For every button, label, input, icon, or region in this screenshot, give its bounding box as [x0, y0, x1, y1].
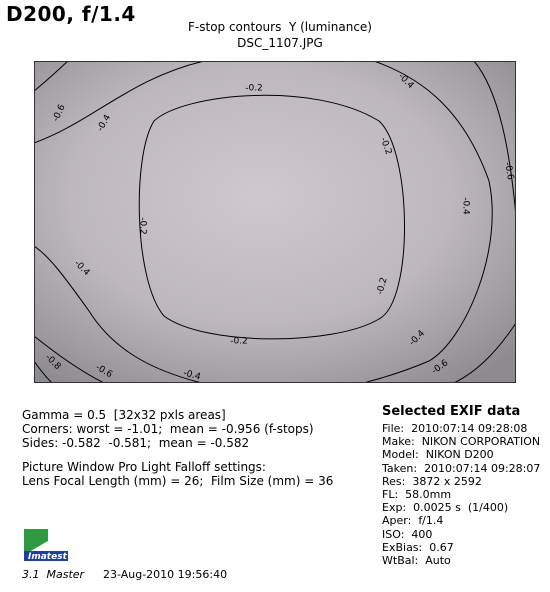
- logo-text: Imatest: [28, 552, 67, 562]
- plot-title: [130, 19, 430, 51]
- exif-row: [382, 501, 540, 514]
- exif-row: [382, 475, 540, 488]
- exif-key: File:: [382, 422, 412, 435]
- exif-row: [382, 541, 540, 554]
- pw-settings-values: Lens Focal Length (mm) = 26; Film Size (mm) = 36: [22, 474, 334, 488]
- exif-key: Taken:: [382, 461, 425, 475]
- contour-label: -0.6: [93, 362, 114, 381]
- contour-label: -0.6: [502, 161, 515, 181]
- contour-label: -0.2: [137, 217, 148, 235]
- run-date: 23-Aug-2010 19:56:40: [103, 568, 228, 581]
- exif-title: Selected EXIF data: [382, 404, 521, 419]
- plot-title-line-2: DSC_1107.JPG: [237, 36, 323, 50]
- exif-row: [382, 422, 540, 435]
- exif-value: 2010:07:14 09:28:08: [411, 422, 528, 435]
- exif-row: [382, 448, 540, 461]
- exif-value: NIKON CORPORATION: [421, 435, 541, 449]
- exif-key: Make:: [382, 435, 422, 449]
- exif-key: Res:: [382, 474, 413, 488]
- contour-label: -0.2: [230, 336, 248, 347]
- exif-key: Exp:: [382, 501, 414, 515]
- exif-row: [382, 528, 540, 541]
- exif-key: ISO:: [382, 527, 412, 541]
- contour-label: -0.6: [51, 103, 68, 124]
- exif-value: 58.0mm: [405, 488, 452, 502]
- exif-row: [382, 554, 540, 567]
- contour-label: -0.6: [430, 358, 451, 377]
- gamma-line: Gamma = 0.5 [32x32 pxls areas]: [22, 408, 226, 422]
- exif-key: ExBias:: [382, 540, 430, 554]
- exif-value: f/1.4: [418, 514, 444, 528]
- contour-label: -0.4: [460, 197, 471, 215]
- falloff-summary: [22, 408, 333, 488]
- contour-plot: [34, 61, 516, 383]
- pw-settings-title: Picture Window Pro Light Falloff settings:: [22, 460, 266, 474]
- exif-key: WtBal:: [382, 554, 426, 568]
- exif-value: 0.0025 s (1/400): [413, 501, 509, 515]
- exif-value: 3872 x 2592: [412, 474, 482, 488]
- contour-label: -0.4: [407, 328, 428, 349]
- exif-rows: [382, 422, 540, 567]
- contour-label: -0.4: [95, 113, 114, 134]
- exif-value: Auto: [425, 554, 451, 568]
- sides-line: Sides: -0.582 -0.581; mean = -0.582: [22, 436, 250, 450]
- plot-title-line-1: F-stop contours Y (luminance): [188, 20, 372, 34]
- exif-key: Model:: [382, 448, 426, 462]
- exif-key: FL:: [382, 488, 406, 502]
- luminance-field: [34, 61, 516, 383]
- exif-row: [382, 514, 540, 527]
- camera-aperture-title: D200, f/1.4: [6, 2, 136, 26]
- exif-panel: [382, 404, 540, 567]
- exif-row: [382, 435, 540, 448]
- exif-value: 400: [411, 527, 433, 541]
- exif-value: NIKON D200: [425, 448, 494, 462]
- contour-label: -0.4: [395, 71, 416, 92]
- contour-label: -0.4: [71, 258, 92, 279]
- contour-label: -0.2: [375, 276, 390, 296]
- exif-value: 0.67: [429, 540, 454, 554]
- exif-value: 2010:07:14 09:28:07: [424, 461, 541, 475]
- exif-row: [382, 462, 540, 475]
- contour-label: -0.2: [377, 136, 394, 157]
- exif-row: [382, 488, 540, 501]
- exif-key: Aper:: [382, 514, 419, 528]
- corners-line: Corners: worst = -1.01; mean = -0.956 (f-stops): [22, 422, 314, 436]
- version-label: 3.1 Master: [22, 568, 85, 581]
- contour-label: -0.4: [182, 368, 202, 383]
- contour-label: -0.2: [245, 83, 263, 94]
- contour-label: -0.8: [42, 352, 63, 373]
